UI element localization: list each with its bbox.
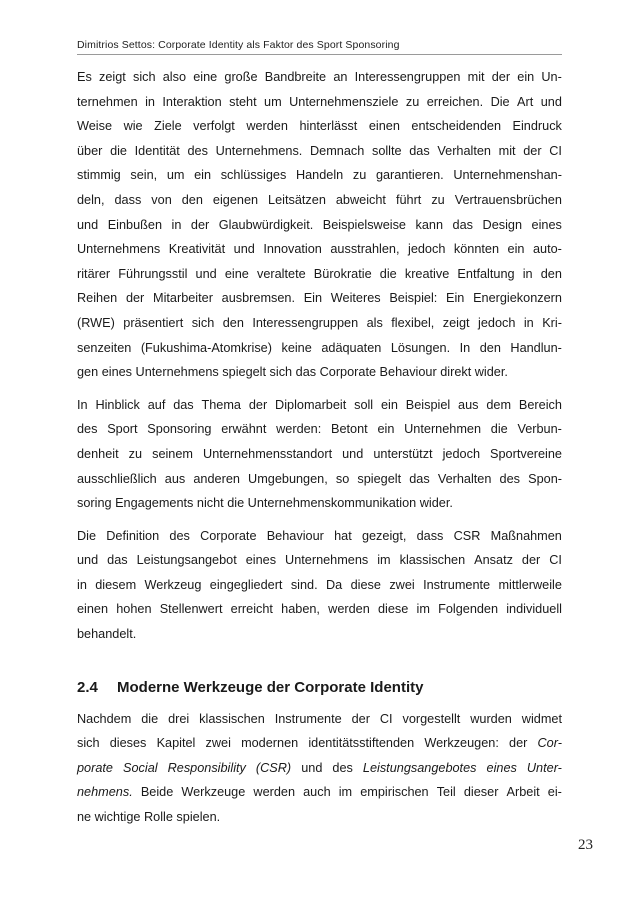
text-line: ternehmen in Interaktion steht um Unternehmensziele zu erreichen. Die Art und [77,94,562,109]
text-line: über die Identität des Unternehmens. Demnach sollte das Verhalten mit der CI [77,143,562,158]
paragraph-2 [77,393,562,516]
text-line: Nachdem die drei klassischen Instrumente der CI vorgestellt wurden widmet [77,711,562,726]
text-line: einen hohen Stellenwert erreicht haben, werden diese im Folgenden individuell [77,602,562,617]
text-line: soring Engagements nicht die Unternehmenskommunikation wider. [77,496,453,511]
text-line: und das Leistungsangebot eines Unternehmens im klassischen Ansatz der CI [77,553,562,568]
text-line: Die Definition des Corporate Behaviour hat gezeigt, dass CSR Maßnahmen [77,528,562,543]
text-line: in diesem Werkzeug eingegliedert sind. Da diese zwei Instrumente mittlerweile [77,577,562,592]
page-number: 23 [578,837,593,853]
section-title: Moderne Werkzeuge der Corporate Identity [117,678,424,696]
text-line: stimmig sein, um ein schlüssiges Handeln zu garantieren. Unternehmenshan- [77,168,562,183]
section-heading [77,675,562,701]
text-line: deln, dass von den eigenen Leitsätzen abweicht führt zu Vertrauensbrüchen [77,192,562,207]
text-line: senzeiten (Fukushima-Atomkrise) keine adäquaten Lösungen. In den Handlun- [77,340,562,355]
text-line: des Sport Sponsoring erwähnt werden: Betont ein Unternehmen die Verbun- [77,422,562,437]
text-line: Es zeigt sich also eine große Bandbreite an Interessengruppen mit der ein Un- [77,70,562,84]
text-line: Unternehmens Kreativität und Innovation ausstrahlen, jedoch könnten ein auto- [77,242,562,257]
text-line: behandelt. [77,627,137,642]
paragraph-1 [77,65,562,385]
text-line: ausschließlich aus anderen Umgebungen, so spiegelt das Verhalten des Spon- [77,471,562,486]
section-number: 2.4 [77,678,98,696]
text-line: nehmens. Beide Werkzeuge werden auch im empirischen Teil dieser Arbeit ei- [77,785,562,800]
text-line: porate Social Responsibility (CSR) und des Leistungsangebotes eines Unter- [77,760,562,775]
text-line: sich dieses Kapitel zwei modernen identitätsstiftenden Werkzeugen: der Cor- [77,736,562,751]
page-body [77,65,562,838]
text-line: ritärer Führungsstil und eine veraltete Bürokratie die kreative Entfaltung in den [77,266,562,281]
section-paragraph [77,707,562,830]
text-line: gen eines Unternehmens spiegelt sich das Corporate Behaviour direkt wider. [77,365,508,380]
text-line: In Hinblick auf das Thema der Diplomarbeit soll ein Beispiel aus dem Bereich [77,397,562,412]
paragraph-3 [77,524,562,647]
text-line: Weise wie Ziele verfolgt werden hinterlässt einen entscheidenden Eindruck [77,119,562,134]
text-line: (RWE) präsentiert sich den Interessengruppen als flexibel, zeigt jedoch in Kri- [77,315,562,330]
text-line: und Einbußen in der Glaubwürdigkeit. Beispielsweise kann das Design eines [77,217,562,232]
text-line: denheit zu seinem Unternehmensstandort und unterstützt jedoch Sportvereine [77,446,562,461]
text-line: ne wichtige Rolle spielen. [77,810,221,825]
text-line: Reihen der Mitarbeiter ausbremsen. Ein Weiteres Beispiel: Ein Energiekonzern [77,291,562,306]
running-header: Dimitrios Settos: Corporate Identity als Faktor des Sport Sponsoring [77,39,562,55]
